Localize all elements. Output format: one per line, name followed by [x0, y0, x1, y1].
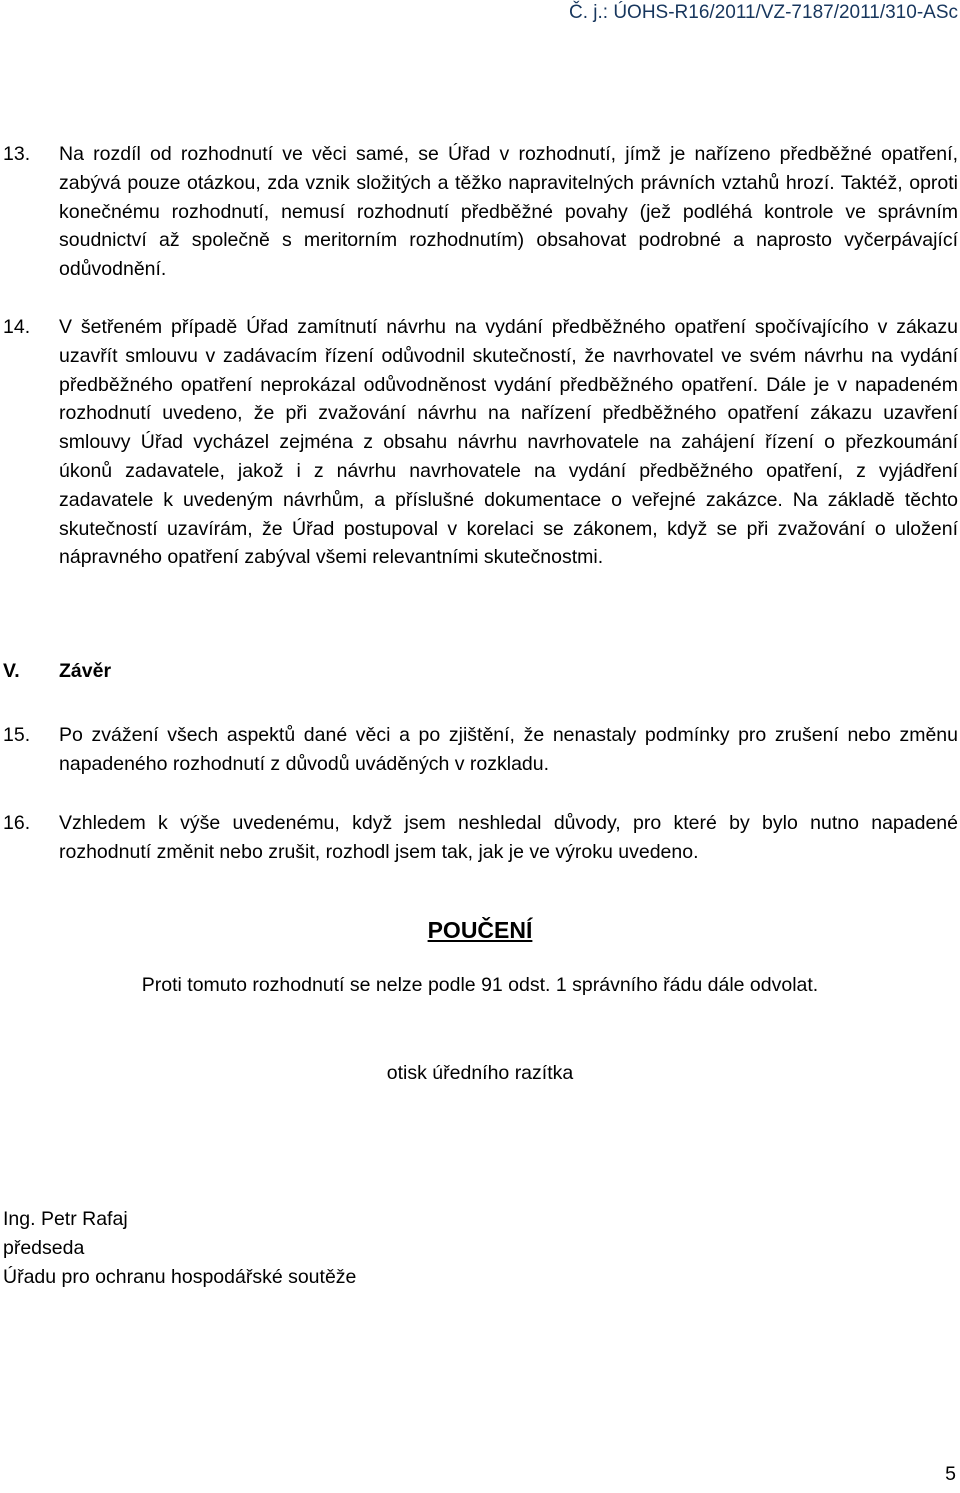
paragraph-15	[0, 721, 958, 779]
paragraph-text: Vzhledem k výše uvedenému, když jsem neshledal důvody, pro které by bylo nutno napadené rozhodnutí změnit nebo zrušit, rozhodl jsem tak, jak je ve výroku uvedeno.	[59, 812, 958, 863]
stamp-note: otisk úředního razítka	[386, 1062, 574, 1084]
section-number: V.	[3, 660, 20, 682]
signatory-role: předseda	[3, 1236, 85, 1259]
instruction-heading: POUČENÍ	[427, 917, 533, 943]
section-heading-conclusion	[3, 657, 111, 686]
paragraph-13	[0, 140, 958, 284]
section-title: Závěr	[59, 660, 112, 682]
paragraph-number: 13.	[3, 143, 31, 165]
paragraph-16	[0, 809, 958, 867]
paragraph-text: Po zvážení všech aspektů dané věci a po zjištění, že nenastaly podmínky pro zrušení nebo změnu napadeného rozhodnutí z důvodů uváděných v rozkladu.	[59, 724, 958, 775]
instruction-text: Proti tomuto rozhodnutí se nelze podle 91 odst. 1 správního řádu dále odvolat.	[141, 974, 819, 996]
paragraph-number: 15.	[3, 724, 31, 746]
paragraph-number: 14.	[3, 316, 31, 338]
paragraph-text: V šetřeném případě Úřad zamítnutí návrhu na vydání předběžného opatření spočívajícího v zákazu uzavřít smlouvu v zadávacím řízení odůvodnil skutečností, že navrhovatel ve svém návrhu na vydání předběžného opatření neprokázal odůvodněnost vydání předběžného opatření. Dále je v napadeném rozhodnutí uvedeno, že při zvažování návrhu na nařízení předběžného opatření zákazu uzavření smlouvy Úřad vycházel zejména z obsahu návrhu navrhovatele na zahájení řízení o přezkoumání úkonů zadavatele, jakož i z návrhu navrhovatele na vydání předběžného opatření, z vyjádření zadavatele k uvedeným návrhům, a příslušné dokumentace o veřejné zakázce. Na základě těchto skutečností uzavírám, že Úřad postupoval v korelaci se zákonem, když se při zvažování o uložení nápravného opatření zabýval všemi relevantními skutečnostmi.	[59, 316, 958, 569]
signatory-name: Ing. Petr Rafaj	[3, 1208, 128, 1230]
signature-block	[3, 1205, 356, 1291]
document-reference-number: Č. j.: ÚOHS-R16/2011/VZ-7187/2011/310-ASc	[569, 2, 958, 23]
page-number: 5	[945, 1463, 956, 1485]
paragraph-text: Na rozdíl od rozhodnutí ve věci samé, se Úřad v rozhodnutí, jímž je nařízeno předběžné opatření, zabývá pouze otázkou, zda vznik složitých a těžko napravitelných právních vztahů hrozí. Taktéž, oproti konečnému rozhodnutí, nemusí rozhodnutí předběžné povahy (jež podléhá kontrole ve správním soudnictví až společně s meritorním rozhodnutím) obsahovat podrobné a naprosto vyčerpávající odůvodnění.	[59, 143, 958, 281]
paragraph-number: 16.	[3, 812, 31, 834]
paragraph-14	[0, 313, 958, 572]
signatory-office: Úřadu pro ochranu hospodářské soutěže	[3, 1265, 357, 1288]
